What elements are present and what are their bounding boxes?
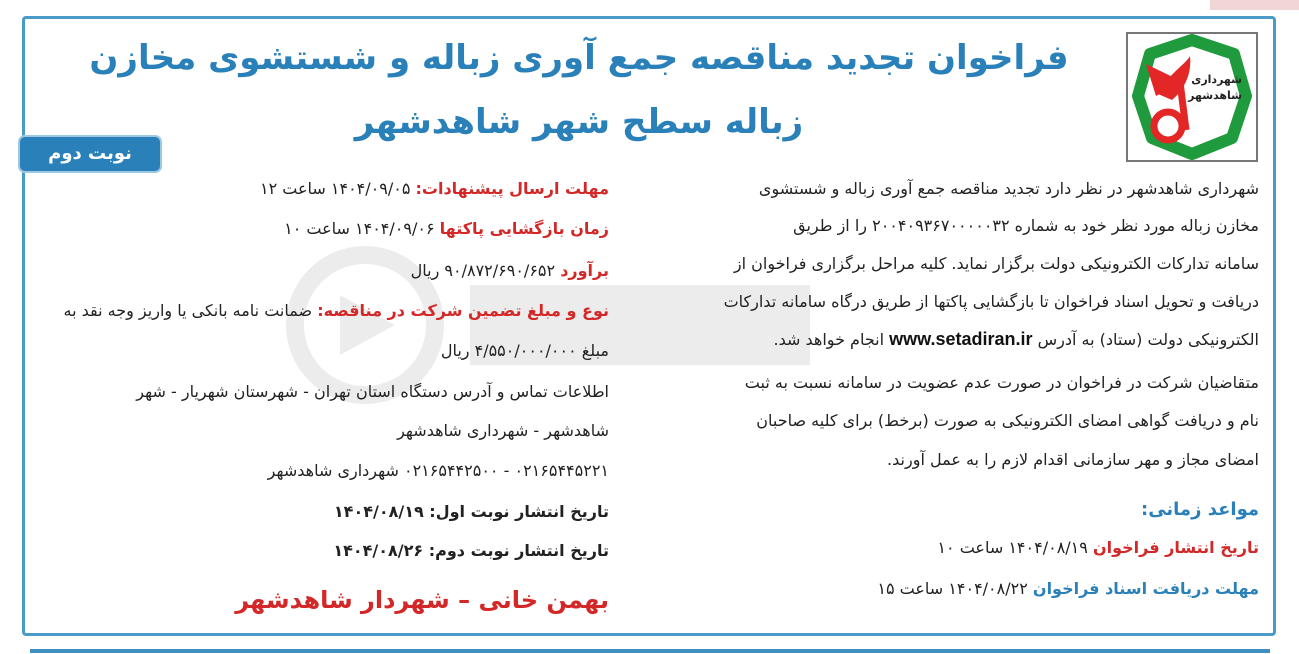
- corner-decoration: [1210, 0, 1299, 14]
- logo-text: شهرداری شاهدشهر: [1188, 73, 1242, 102]
- pub2-value: ۱۴۰۴/۰۸/۲۶: [333, 541, 424, 560]
- estimate-label: برآورد: [560, 261, 609, 280]
- guarantee-label: نوع و مبلغ تضمین شرکت در مناقصه:: [317, 301, 609, 320]
- signature: بهمن خانی – شهردار شاهدشهر: [235, 586, 609, 614]
- phone-numbers: ۰۲۱۶۵۴۴۵۲۲۱ - ۰۲۱۶۵۴۴۲۵۰۰ شهرداری شاهدشهر: [267, 461, 609, 480]
- body-line: سامانه تدارکات الکترونیکی دولت برگزار نماید. کلیه مراحل برگزاری فراخوان از: [733, 254, 1259, 273]
- guarantee-amount: مبلغ ۴/۵۵۰/۰۰۰/۰۰۰ ریال: [440, 341, 609, 360]
- body-text: انجام خواهد شد.: [773, 330, 885, 349]
- body-line: مخازن زباله مورد نظر خود به شماره ۲۰۰۴۰۹۳۶۷۰۰۰۰۰۳۲ را از طریق: [793, 216, 1259, 235]
- status-badge: نوبت دوم: [22, 139, 158, 169]
- deadline-label: مهلت ارسال پیشنهادات:: [415, 179, 609, 198]
- page-title-line1: فراخوان تجدید مناقصه جمع آوری زباله و شستشوی مخازن: [89, 38, 1069, 78]
- guarantee-value: ضمانت نامه بانکی یا واریز وجه نقد به: [63, 301, 313, 320]
- pub2-label: تاریخ انتشار نوبت دوم:: [428, 541, 609, 560]
- submission-deadline-row: [260, 176, 609, 202]
- body-text: الکترونیکی دولت (ستاد) به آدرس: [1037, 330, 1259, 349]
- receive-deadline-row: [877, 576, 1259, 602]
- body-line: دریافت و تحویل اسناد فراخوان تا بازگشایی پاکتها از طریق درگاه سامانه تدارکات: [723, 292, 1259, 311]
- body-line: نام و دریافت گواهی امضای الکترونیکی به صورت (برخط) برای کلیه صاحبان: [756, 411, 1259, 430]
- receive-label: مهلت دریافت اسناد فراخوان: [1032, 579, 1259, 598]
- deadline-value: ۱۴۰۴/۰۹/۰۵ ساعت ۱۲: [259, 179, 411, 198]
- pub1-value: ۱۴۰۴/۰۸/۱۹: [333, 502, 424, 521]
- website-link[interactable]: www.setadiran.ir: [889, 329, 1033, 349]
- contact-line: اطلاعات تماس و آدرس دستگاه استان تهران - شهرستان شهریار - شهر: [136, 382, 609, 401]
- receive-value: ۱۴۰۴/۰۸/۲۲ ساعت ۱۵: [877, 579, 1028, 598]
- first-publication-row: [334, 499, 609, 525]
- schedule-heading: مواعد زمانی:: [1141, 499, 1259, 520]
- page-title-line2: زباله سطح شهر شاهدشهر: [354, 102, 804, 142]
- estimate-row: [411, 258, 609, 284]
- opening-time-row: [284, 216, 609, 242]
- guarantee-row: [64, 298, 610, 324]
- body-line: [774, 326, 1259, 353]
- body-line: شهرداری شاهدشهر در نظر دارد تجدید مناقصه جمع آوری زباله و شستشوی: [758, 179, 1259, 198]
- body-line: متقاضیان شرکت در فراخوان در صورت عدم عضویت در سامانه نسبت به ثبت: [744, 373, 1259, 392]
- publish-date-row: [937, 535, 1259, 561]
- contact-line: شاهدشهر - شهرداری شاهدشهر: [397, 421, 609, 440]
- opening-value: ۱۴۰۴/۰۹/۰۶ ساعت ۱۰: [284, 219, 435, 238]
- bottom-divider: [30, 649, 1270, 653]
- publish-value: ۱۴۰۴/۰۸/۱۹ ساعت ۱۰: [937, 538, 1088, 557]
- publish-label: تاریخ انتشار فراخوان: [1092, 538, 1259, 557]
- second-publication-row: [333, 538, 609, 564]
- opening-label: زمان بازگشایی پاکتها: [439, 219, 609, 238]
- estimate-value: ۹۰/۸۷۲/۶۹۰/۶۵۲ ریال: [410, 261, 556, 280]
- body-line: امضای مجاز و مهر سازمانی اقدام لازم را به عمل آورند.: [887, 450, 1259, 469]
- municipality-logo: [1126, 32, 1258, 162]
- pub1-label: تاریخ انتشار نوبت اول:: [429, 502, 609, 521]
